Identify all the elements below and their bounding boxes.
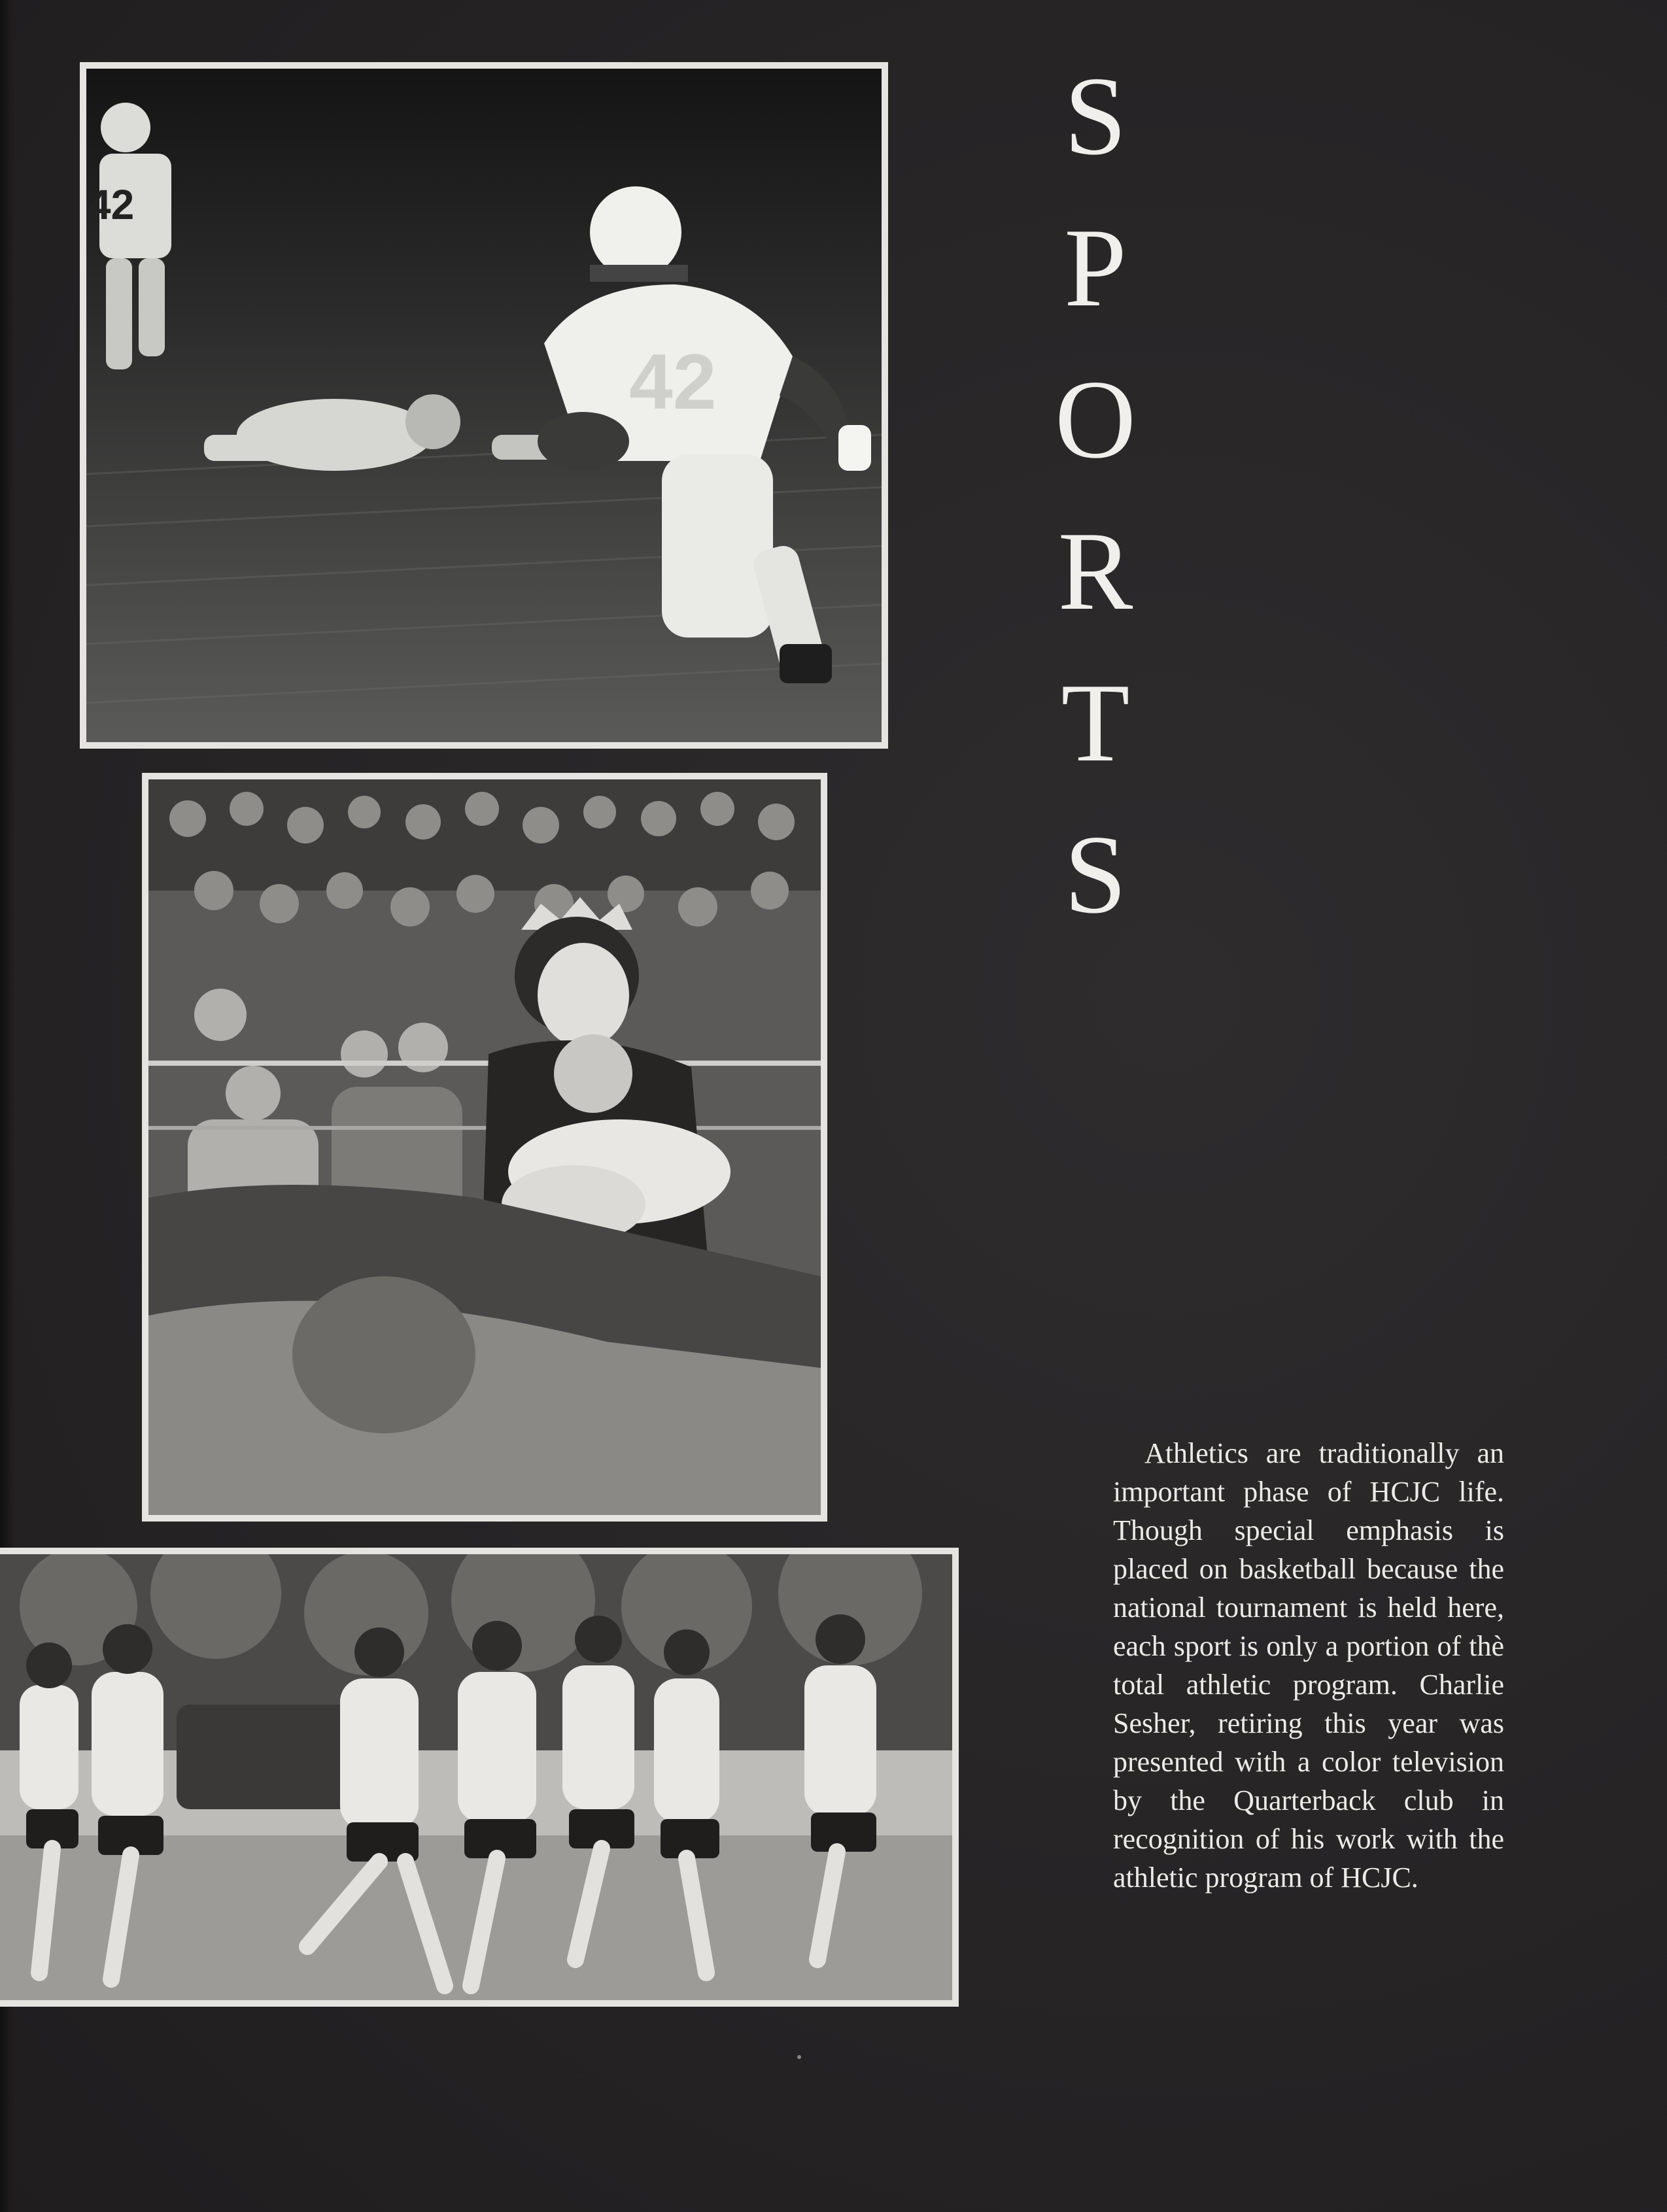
sports-title bbox=[1023, 41, 1167, 951]
title-letter: O bbox=[1054, 358, 1137, 482]
title-letter: T bbox=[1061, 661, 1130, 785]
title-letter: S bbox=[1064, 54, 1127, 179]
title-letter: S bbox=[1064, 813, 1127, 937]
page-speck bbox=[797, 2055, 801, 2059]
cross-country-photo bbox=[0, 1548, 959, 2007]
runners-scene bbox=[0, 1554, 952, 2000]
title-letter: P bbox=[1064, 206, 1127, 330]
queen-scene bbox=[148, 779, 821, 1515]
ball-carrier-jersey-number: 42 bbox=[629, 338, 717, 426]
football-scene bbox=[86, 69, 882, 742]
title-letter: R bbox=[1057, 509, 1133, 634]
athletics-caption: Athletics are traditionally an important phase of HCJC life. Though special emphasis is placed on basketball because the national tournament is held here, each sport is only a portion of thè total athletic program. Charlie Sesher, retiring this year was presented with a color television by the Quarterback club in recognition of his work with the athletic program of HCJC. bbox=[1113, 1437, 1504, 1894]
background-jersey-number: 42 bbox=[88, 181, 135, 228]
football-photo bbox=[80, 62, 888, 749]
homecoming-queen-photo bbox=[142, 773, 827, 1522]
